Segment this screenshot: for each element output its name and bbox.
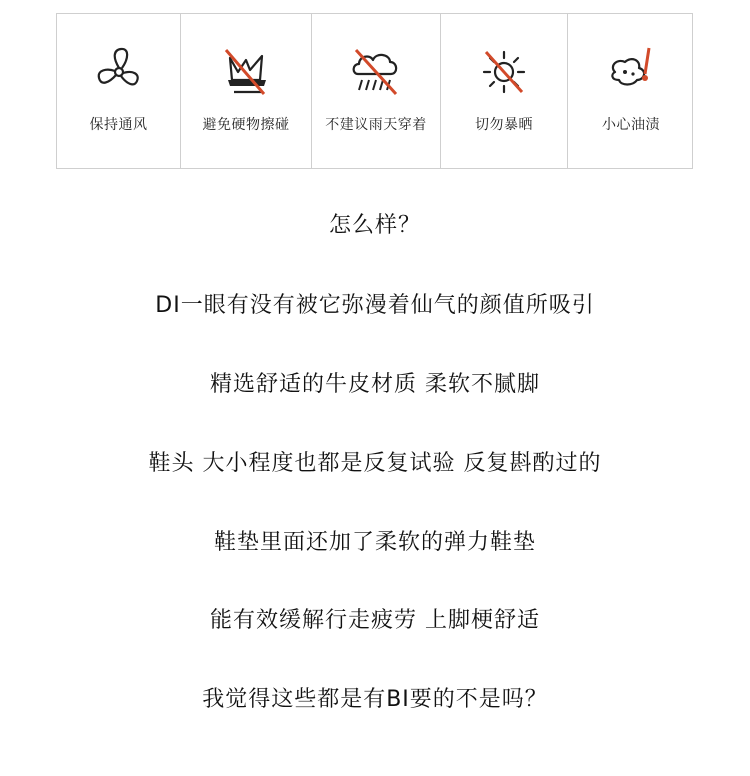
copy-heading: 怎么样？: [328, 213, 421, 238]
care-item-avoid-hard-objects: [181, 14, 312, 168]
no-oil-icon: [601, 44, 661, 100]
copy-line: 鞋垫里面还加了柔软的弹力鞋垫: [213, 530, 536, 555]
copy-line: DI一眼有没有被它弥漫着仙气的颜值所吸引: [155, 293, 595, 318]
care-label: 小心油渍: [602, 117, 660, 133]
care-item-no-sun: [441, 14, 568, 168]
no-sun-icon: [474, 44, 534, 100]
copy-line: 鞋头 大小程度也都是反复试验 反复斟酌过的: [148, 451, 602, 476]
care-item-oil-stain: [568, 14, 694, 168]
care-item-no-rain: [312, 14, 441, 168]
care-instructions-panel: [56, 13, 693, 169]
care-label: 切勿暴晒: [475, 117, 533, 133]
fan-icon: [89, 44, 149, 100]
no-rain-icon: [346, 44, 406, 100]
copy-line: 精选舒适的牛皮材质 柔软不腻脚: [210, 372, 540, 397]
care-label: 不建议雨天穿着: [325, 117, 427, 133]
no-hard-object-icon: [216, 44, 276, 100]
care-label: 避免硬物擦碰: [202, 117, 290, 133]
care-item-ventilate: [57, 14, 181, 168]
care-label: 保持通风: [89, 117, 148, 133]
copy-line: 我觉得这些都是有BI要的不是吗？: [202, 687, 548, 712]
copy-line: 能有效缓解行走疲劳 上脚梗舒适: [210, 608, 540, 633]
